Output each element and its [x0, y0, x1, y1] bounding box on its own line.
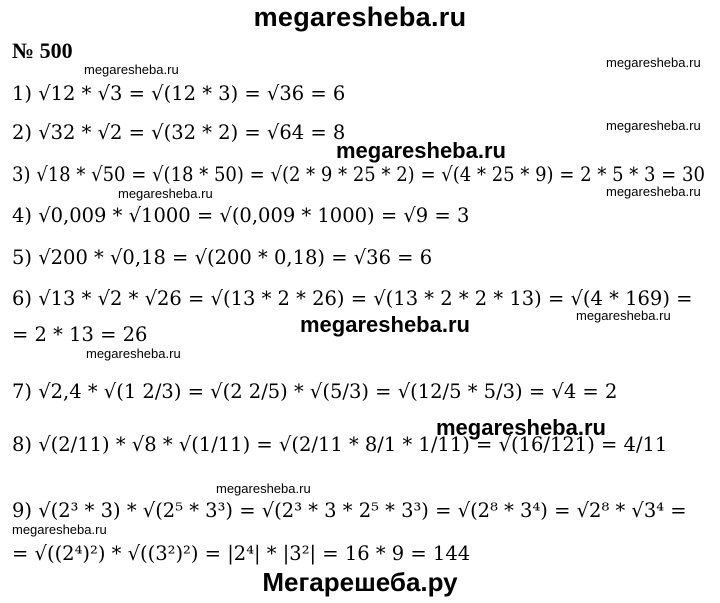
watermark-bold: megaresheba.ru	[436, 415, 606, 440]
solution-line-6: 6) √13 * √2 * √26 = √(13 * 2 * 26) = √(13 * 2 * 2 * 13) = √(4 * 169) =	[12, 287, 693, 310]
watermark: megaresheba.ru	[606, 55, 701, 70]
watermark-bold: megaresheba.ru	[336, 138, 506, 163]
watermark: megaresheba.ru	[118, 186, 213, 201]
solution-line-6b: = 2 * 13 = 26	[12, 323, 148, 346]
watermark: megaresheba.ru	[84, 62, 179, 77]
watermark: megaresheba.ru	[12, 522, 107, 537]
problem-number: № 500	[12, 38, 73, 63]
watermark: megaresheba.ru	[86, 346, 181, 361]
solution-line-9: 9) √(2³ * 3) * √(2⁵ * 3³) = √(2³ * 3 * 2⁵ * 3³) = √(2⁸ * 3⁴) = √2⁸ * √3⁴ =	[12, 499, 687, 522]
solution-line-3: 3) √18 * √50 = √(18 * 50) = √(2 * 9 * 25 * 2) = √(4 * 25 * 9) = 2 * 5 * 3 = 30	[12, 163, 705, 186]
solution-line-4: 4) √0,009 * √1000 = √(0,009 * 1000) = √9 = 3	[12, 204, 470, 227]
footer-site-name: Мегарешеба.ру	[262, 567, 458, 597]
solution-line-9b: = √((2⁴)²) * √((3²)²) = |2⁴| * |3²| = 16 * 9 = 144	[12, 542, 471, 565]
solution-line-5: 5) √200 * √0,18 = √(200 * 0,18) = √36 = 6	[12, 246, 433, 269]
watermark: megaresheba.ru	[606, 184, 701, 199]
watermark: megaresheba.ru	[606, 118, 701, 133]
solution-line-2: 2) √32 * √2 = √(32 * 2) = √64 = 8	[12, 121, 346, 144]
solution-line-1: 1) √12 * √3 = √(12 * 3) = √36 = 6	[12, 82, 346, 105]
solution-line-8: 8) √(2/11) * √8 * √(1/11) = √(2/11 * 8/1 * 1/11) = √(16/121) = 4/11	[12, 433, 668, 456]
watermark: megaresheba.ru	[576, 308, 671, 323]
site-title: megaresheba.ru	[253, 2, 467, 32]
watermark-bold: megaresheba.ru	[300, 312, 470, 337]
watermark: megaresheba.ru	[216, 481, 311, 496]
solution-line-7: 7) √2,4 * √(1 2/3) = √(2 2/5) * √(5/3) = √(12/5 * 5/3) = √4 = 2	[12, 380, 618, 403]
